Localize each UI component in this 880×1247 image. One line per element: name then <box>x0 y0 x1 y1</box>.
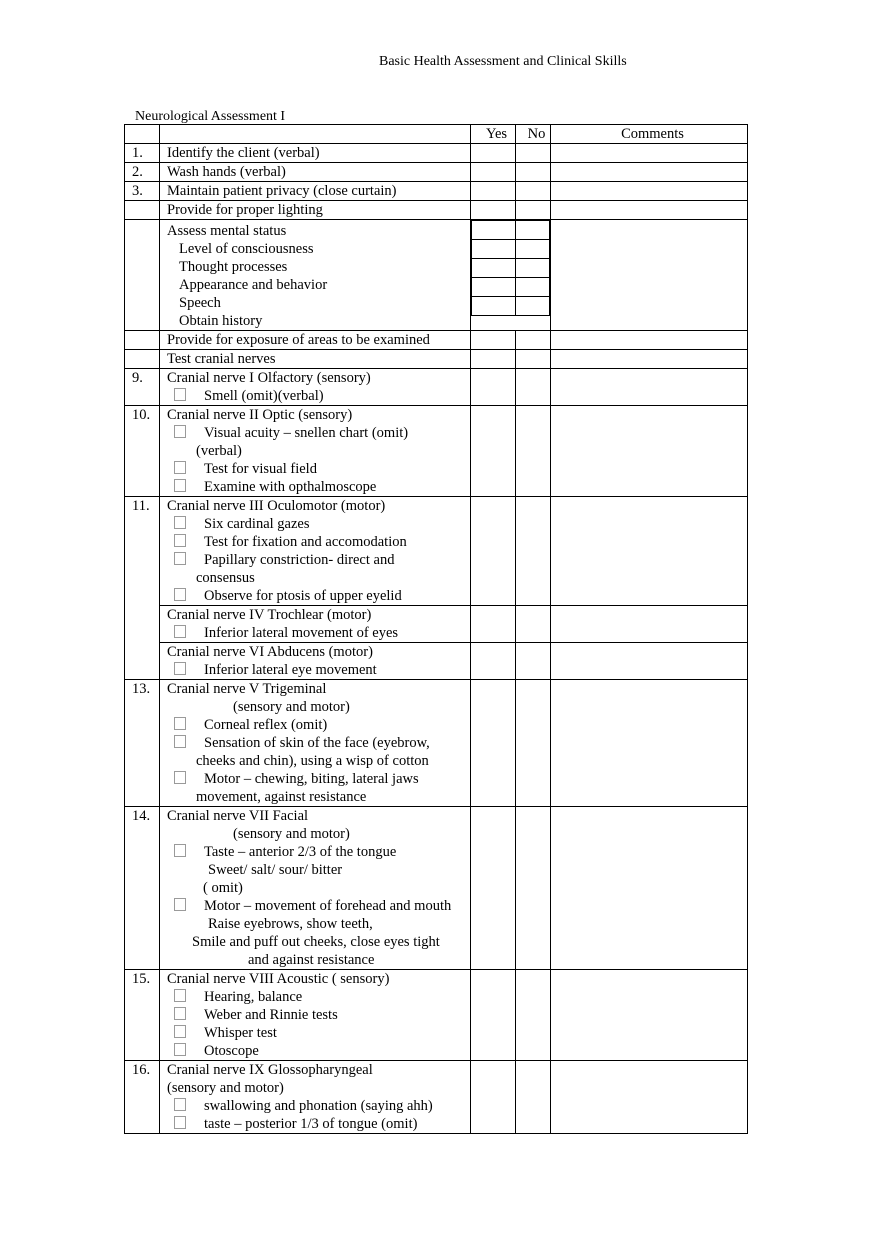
no-check-cell[interactable] <box>516 1061 551 1134</box>
sub-item: Speech <box>179 295 221 311</box>
bullet-continuation: and against resistance <box>248 952 375 968</box>
comments-cell[interactable] <box>551 497 748 606</box>
no-check-cell[interactable] <box>515 278 549 297</box>
yes-check-cell[interactable] <box>471 970 516 1061</box>
bullet-continuation: cheeks and chin), using a wisp of cotton <box>196 753 429 769</box>
row-number <box>125 220 160 331</box>
row-subtitle: (sensory and motor) <box>167 1080 284 1096</box>
bullet-box-icon <box>174 1043 186 1056</box>
row-number: 1. <box>125 144 160 163</box>
row-content <box>160 497 471 606</box>
row-content <box>160 369 471 406</box>
table-row <box>125 807 748 970</box>
table-row <box>125 163 748 182</box>
no-check-cell[interactable] <box>516 497 551 606</box>
comments-cell[interactable] <box>551 807 748 970</box>
table-row <box>125 144 748 163</box>
row-title: Cranial nerve V Trigeminal <box>167 681 327 697</box>
row-number: 2. <box>125 163 160 182</box>
row-text: Provide for proper lighting <box>160 201 471 220</box>
bullet-item: Inferior lateral eye movement <box>167 661 470 679</box>
bullet-continuation: Raise eyebrows, show teeth, <box>208 916 373 932</box>
row-number: 16. <box>125 1061 160 1134</box>
bullet-box-icon <box>174 388 186 401</box>
bullet-continuation: Sweet/ salt/ sour/ bitter <box>208 862 343 878</box>
bullet-item: Motor – movement of forehead and mouth <box>167 897 470 915</box>
yes-check-cell[interactable] <box>471 163 516 182</box>
yes-check-cell[interactable] <box>471 606 516 643</box>
table-row <box>125 497 748 606</box>
yes-check-cell[interactable] <box>472 240 516 259</box>
bullet-item: Inferior lateral movement of eyes <box>167 624 470 642</box>
mental-status-check-cells <box>471 220 551 331</box>
no-check-cell[interactable] <box>516 680 551 807</box>
row-content <box>160 1061 471 1134</box>
row-number: 15. <box>125 970 160 1061</box>
row-number <box>125 331 160 350</box>
no-check-cell[interactable] <box>516 331 551 350</box>
bullet-continuation: Smile and puff out cheeks, close eyes tight <box>192 934 440 950</box>
bullet-item: Whisper test <box>167 1024 470 1042</box>
yes-check-cell[interactable] <box>471 331 516 350</box>
yes-check-cell[interactable] <box>471 807 516 970</box>
bullet-continuation: movement, against resistance <box>196 789 367 805</box>
table-row <box>125 406 748 497</box>
row-number: 11. <box>125 497 160 680</box>
mental-status-cell <box>160 220 471 331</box>
bullet-item: Test for visual field <box>167 460 470 478</box>
comments-cell[interactable] <box>551 643 748 680</box>
yes-check-cell[interactable] <box>471 144 516 163</box>
bullet-box-icon <box>174 771 186 784</box>
page-header: Basic Health Assessment and Clinical Skills <box>379 54 627 69</box>
row-title: Cranial nerve IV Trochlear (motor) <box>167 607 372 623</box>
yes-check-cell[interactable] <box>471 406 516 497</box>
comments-cell[interactable] <box>551 369 748 406</box>
no-check-cell[interactable] <box>515 240 549 259</box>
document-title: Neurological Assessment I <box>135 109 286 124</box>
yes-check-cell[interactable] <box>471 643 516 680</box>
row-content <box>160 970 471 1061</box>
no-check-cell[interactable] <box>515 259 549 278</box>
comments-cell[interactable] <box>551 201 748 220</box>
row-subtitle: (sensory and motor) <box>233 699 350 715</box>
bullet-item: Otoscope <box>167 1042 470 1060</box>
yes-check-cell[interactable] <box>471 497 516 606</box>
row-title: Cranial nerve VII Facial <box>167 808 309 824</box>
table-row <box>125 331 748 350</box>
row-text: Provide for exposure of areas to be examined <box>160 331 471 350</box>
table-row <box>125 201 748 220</box>
yes-check-cell[interactable] <box>471 369 516 406</box>
bullet-box-icon <box>174 479 186 492</box>
bullet-box-icon <box>174 735 186 748</box>
yes-check-cell[interactable] <box>471 350 516 369</box>
yes-check-cell[interactable] <box>472 278 516 297</box>
sub-item: Thought processes <box>179 259 288 275</box>
comments-cell[interactable] <box>551 182 748 201</box>
row-title: Assess mental status <box>167 223 287 239</box>
header-num-cell <box>125 125 160 144</box>
comments-cell[interactable] <box>551 220 748 331</box>
row-title: Cranial nerve III Oculomotor (motor) <box>167 498 386 514</box>
yes-check-cell[interactable] <box>472 221 516 240</box>
table-row <box>125 643 748 680</box>
bullet-box-icon <box>174 844 186 857</box>
bullet-item: Sensation of skin of the face (eyebrow, <box>167 734 470 752</box>
bullet-box-icon <box>174 989 186 1002</box>
sub-item: Level of consciousness <box>179 241 314 257</box>
row-title: Cranial nerve I Olfactory (sensory) <box>167 370 371 386</box>
bullet-item: Corneal reflex (omit) <box>167 716 470 734</box>
bullet-item: Six cardinal gazes <box>167 515 470 533</box>
bullet-continuation: consensus <box>196 570 255 586</box>
yes-column-header: Yes <box>471 125 516 144</box>
header-item-cell <box>160 125 471 144</box>
no-check-cell[interactable] <box>516 201 551 220</box>
row-number <box>125 350 160 369</box>
row-content <box>160 606 471 643</box>
comments-cell[interactable] <box>551 970 748 1061</box>
yes-check-cell[interactable] <box>471 680 516 807</box>
bullet-box-icon <box>174 1025 186 1038</box>
bullet-item: Papillary constriction- direct and <box>167 551 470 569</box>
comments-cell[interactable] <box>551 144 748 163</box>
table-row-mental-status <box>125 220 748 331</box>
no-check-cell[interactable] <box>516 606 551 643</box>
mental-status-subgrid <box>471 220 550 316</box>
comments-cell[interactable] <box>551 406 748 497</box>
row-title: Cranial nerve IX Glossopharyngeal <box>167 1062 373 1078</box>
no-check-cell[interactable] <box>516 144 551 163</box>
bullet-box-icon <box>174 534 186 547</box>
bullet-item: Hearing, balance <box>167 988 470 1006</box>
bullet-item: taste – posterior 1/3 of tongue (omit) <box>167 1115 470 1133</box>
yes-check-cell[interactable] <box>472 259 516 278</box>
bullet-continuation: (verbal) <box>196 443 242 459</box>
no-check-cell[interactable] <box>515 221 549 240</box>
header-row <box>125 125 748 144</box>
yes-check-cell[interactable] <box>472 297 516 316</box>
bullet-item: Weber and Rinnie tests <box>167 1006 470 1024</box>
no-check-cell[interactable] <box>516 643 551 680</box>
comments-cell[interactable] <box>551 331 748 350</box>
row-title: Cranial nerve II Optic (sensory) <box>167 407 353 423</box>
row-number: 9. <box>125 369 160 406</box>
row-number: 3. <box>125 182 160 201</box>
table-row <box>125 350 748 369</box>
row-text: Test cranial nerves <box>160 350 471 369</box>
bullet-item: Examine with opthalmoscope <box>167 478 470 496</box>
row-text: Maintain patient privacy (close curtain) <box>160 182 471 201</box>
no-check-cell[interactable] <box>516 163 551 182</box>
row-content <box>160 807 471 970</box>
comments-column-header: Comments <box>551 125 748 144</box>
no-check-cell[interactable] <box>516 807 551 970</box>
row-content <box>160 643 471 680</box>
comments-cell[interactable] <box>551 680 748 807</box>
table-row <box>125 182 748 201</box>
bullet-box-icon <box>174 662 186 675</box>
bullet-box-icon <box>174 588 186 601</box>
assessment-checklist-table <box>124 124 748 1134</box>
row-number: 14. <box>125 807 160 970</box>
bullet-box-icon <box>174 1098 186 1111</box>
bullet-box-icon <box>174 717 186 730</box>
bullet-box-icon <box>174 516 186 529</box>
bullet-item: Visual acuity – snellen chart (omit) <box>167 424 470 442</box>
no-check-cell[interactable] <box>516 970 551 1061</box>
bullet-item: Observe for ptosis of upper eyelid <box>167 587 470 605</box>
comments-cell[interactable] <box>551 1061 748 1134</box>
table-row <box>125 970 748 1061</box>
bullet-box-icon <box>174 625 186 638</box>
bullet-item: Taste – anterior 2/3 of the tongue <box>167 843 470 861</box>
yes-check-cell[interactable] <box>471 182 516 201</box>
bullet-box-icon <box>174 898 186 911</box>
bullet-continuation: ( omit) <box>203 880 243 896</box>
bullet-item: Smell (omit)(verbal) <box>167 387 470 405</box>
row-number <box>125 201 160 220</box>
bullet-box-icon <box>174 461 186 474</box>
row-content <box>160 406 471 497</box>
yes-check-cell[interactable] <box>471 1061 516 1134</box>
no-check-cell[interactable] <box>515 297 549 316</box>
row-title: Cranial nerve VI Abducens (motor) <box>167 644 373 660</box>
comments-cell[interactable] <box>551 350 748 369</box>
no-check-cell[interactable] <box>516 182 551 201</box>
table-row <box>125 1061 748 1134</box>
yes-check-cell[interactable] <box>471 201 516 220</box>
bullet-item: swallowing and phonation (saying ahh) <box>167 1097 470 1115</box>
bullet-item: Test for fixation and accomodation <box>167 533 470 551</box>
comments-cell[interactable] <box>551 163 748 182</box>
table-row <box>125 606 748 643</box>
table-row <box>125 680 748 807</box>
no-check-cell[interactable] <box>516 350 551 369</box>
sub-item: Obtain history <box>179 313 263 329</box>
comments-cell[interactable] <box>551 606 748 643</box>
row-number: 10. <box>125 406 160 497</box>
bullet-box-icon <box>174 552 186 565</box>
bullet-box-icon <box>174 1116 186 1129</box>
row-subtitle: (sensory and motor) <box>233 826 350 842</box>
no-check-cell[interactable] <box>516 406 551 497</box>
no-check-cell[interactable] <box>516 369 551 406</box>
bullet-box-icon <box>174 425 186 438</box>
row-text: Wash hands (verbal) <box>160 163 471 182</box>
bullet-box-icon <box>174 1007 186 1020</box>
bullet-item: Motor – chewing, biting, lateral jaws <box>167 770 470 788</box>
table-row <box>125 369 748 406</box>
row-title: Cranial nerve VIII Acoustic ( sensory) <box>167 971 390 987</box>
row-number: 13. <box>125 680 160 807</box>
no-column-header: No <box>516 125 551 144</box>
row-text: Identify the client (verbal) <box>160 144 471 163</box>
sub-item: Appearance and behavior <box>179 277 328 293</box>
row-content <box>160 680 471 807</box>
